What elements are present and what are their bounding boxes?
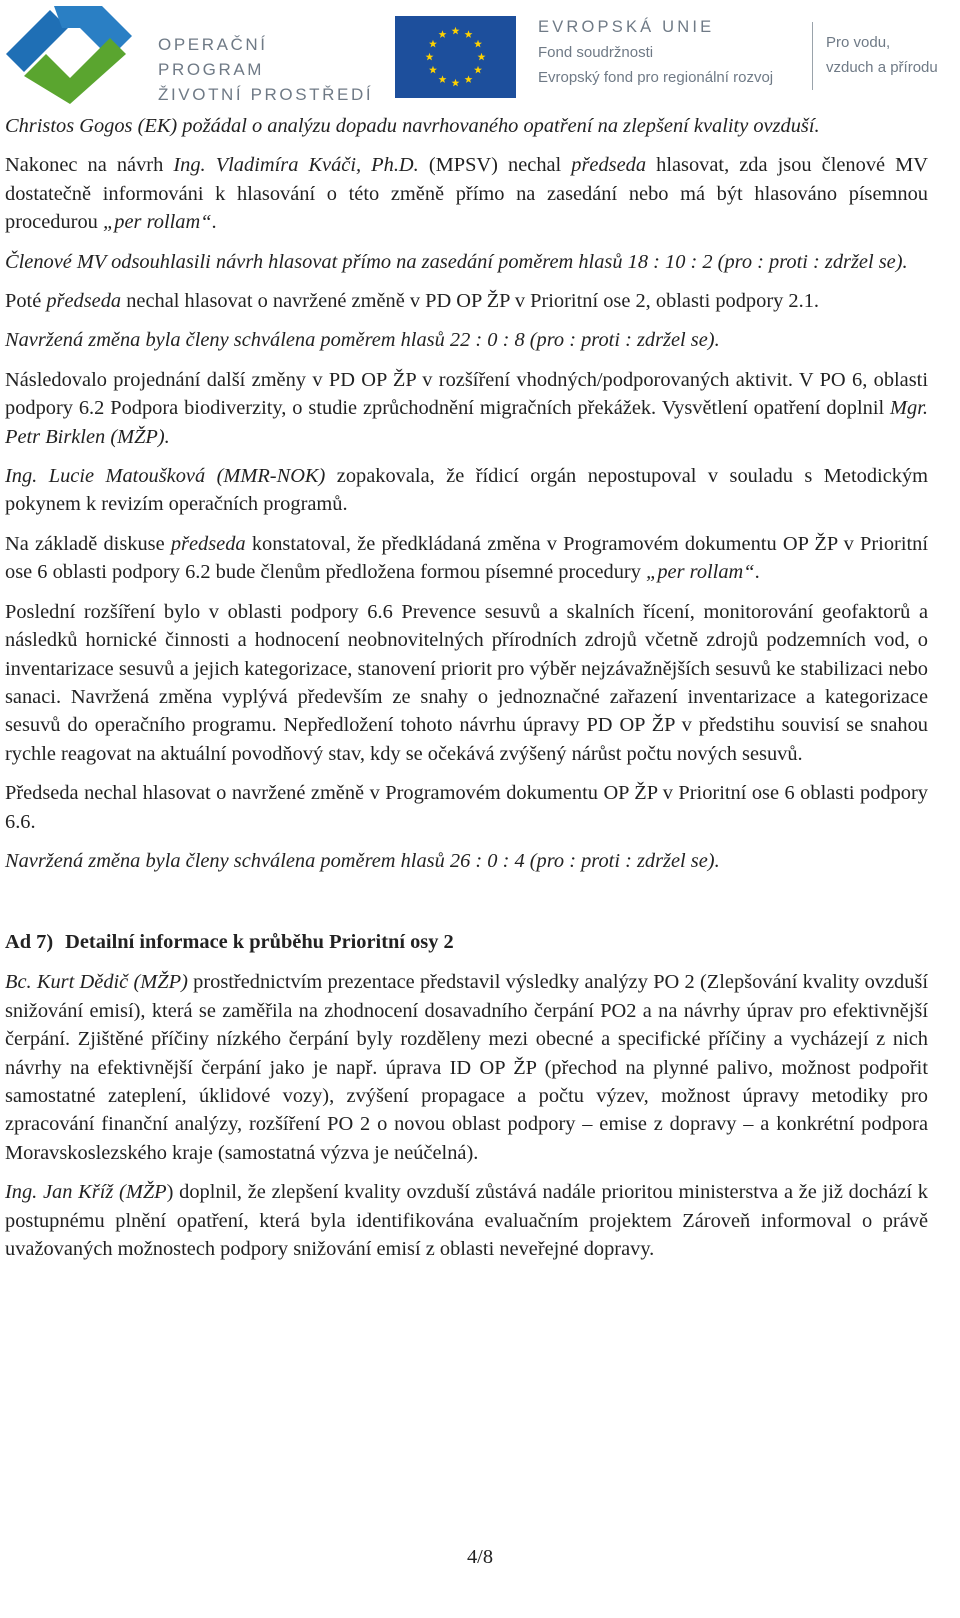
text-run: Bc. Kurt Dědič (MŽP) (5, 971, 188, 994)
text-run: nechal hlasovat o navržené změně v PD OP ŽP v Prioritní ose 2, oblasti podpory 2.1. (121, 290, 819, 313)
paragraph-text: Christos Gogos (EK) požádal o analýzu dopadu navrhovaného opatření na zlepšení kvality ovzduší. (5, 115, 820, 137)
eu-title: EVROPSKÁ UNIE (538, 18, 715, 36)
heading-number: Ad 7) (5, 931, 54, 954)
paragraph (5, 968, 928, 1167)
text-run: předseda (170, 532, 246, 555)
text-run: konstatoval, že předkládaná změna v Programovém dokumentu OP ŽP v Prioritní ose 6 oblasti podpory 6.2 bude členům předložena formou písemné procedury (5, 532, 929, 584)
text-run: Ing. Jan Kříž (MŽP (5, 1181, 167, 1204)
motto-line-2: vzduch a přírodu (826, 59, 938, 76)
text-run: . (211, 211, 217, 234)
paragraph (5, 530, 928, 587)
paragraph-text: Navržená změna byla členy schválena poměrem hlasů 22 : 0 : 8 (pro : proti : zdržel se). (5, 329, 720, 352)
paragraph (5, 326, 928, 354)
text-run: (MPSV) nechal (418, 154, 572, 177)
paragraph-text: Navržená změna byla členy schválena poměrem hlasů 26 : 0 : 4 (pro : proti : zdržel se). (5, 849, 720, 872)
section-heading (5, 928, 928, 956)
text-run: Na základě diskuse (5, 532, 171, 555)
paragraph-text: Členové MV odsouhlasili návrh hlasovat přímo na zasedání poměrem hlasů 18 : 10 : 2 (pro : proti : zdržel se). (5, 250, 908, 273)
header-divider (812, 22, 813, 90)
paragraph (5, 462, 928, 519)
text-run: . (754, 561, 760, 584)
text-run: Mgr. Petr Birklen (MŽP). (5, 397, 928, 448)
motto (826, 30, 960, 80)
opzp-logo-text (158, 32, 378, 107)
document-body (5, 112, 928, 1274)
motto-line-1: Pro vodu, (826, 34, 891, 51)
opzp-line-1: OPERAČNÍ PROGRAM (158, 35, 268, 79)
eu-regional-line: Evropský fond pro regionální rozvoj (538, 69, 774, 86)
text-run: Poté (5, 290, 47, 313)
opzp-logo-icon (6, 6, 134, 104)
paragraph (5, 847, 928, 875)
text-run: prostřednictvím prezentace představil výsledky analýzy PO 2 (Zlepšování kvality ovzduší snižování emisí), která se zaměřila na zhodnocení dosavadního čerpání PO2 a na návrhy úprav pro efektivnější čerpání. Zjištěné příčiny nízkého čerpání byly rozděleny mezi obecné a specifické příčiny a vycházejí z nich návrhy na efektivnější čerpání jako je např. úprava ID OP ŽP (přechod na plynné palivo, možnost podpořit samostatné zateplení, úklidové vozy), zvýšení propagace a počtu výzev, možnost úpravy metodiky pro zpracování finanční analýzy, rozšíření PO 2 o novou oblast podpory – emise z dopravy – a konkrétní podpora Moravskoslezského kraje (samostatná výzva je neúčelná). (5, 971, 928, 1164)
heading-text: Detailní informace k průběhu Prioritní osy 2 (65, 931, 454, 954)
text-run: předseda (46, 290, 122, 313)
text-run: „per rollam“ (102, 211, 212, 234)
paragraph (5, 287, 928, 315)
paragraph (5, 1178, 928, 1263)
paragraph: Předseda nechal hlasovat o navržené změně v Programovém dokumentu OP ŽP v Prioritní ose 6 oblasti podpory 6.6. (5, 782, 928, 833)
text-run: Následovalo projednání další změny v PD OP ŽP v rozšíření vhodných/podporovaných aktivit. V PO 6, oblasti podpory 6.2 Podpora biodiverzity, o studie zprůchodnění migračních překážek. Vysvětlení opatření doplnil (5, 368, 928, 420)
text-run: předseda (571, 154, 647, 177)
text-run: zopakovala, že řídicí orgán nepostupoval v souladu s Metodickým pokynem k revizím operačních programů. (5, 465, 929, 516)
text-run: „per rollam“ (646, 561, 755, 584)
page-number: 4/8 (466, 1546, 494, 1568)
paragraph (5, 366, 928, 451)
eu-flag-icon (395, 16, 516, 98)
page-header (0, 0, 960, 110)
paragraph (5, 248, 928, 276)
text-run: hlasovat, zda jsou členové MV dostatečně informováni k hlasování o této změně přímo na zasedání nebo má být hlasováno písemnou procedurou (5, 154, 928, 234)
text-run: Ing. Vladimíra Kváči, Ph.D. (173, 154, 419, 177)
paragraph (5, 112, 928, 140)
text-run: ) doplnil, že zlepšení kvality ovzduší zůstává nadále prioritou ministerstva a že již dochází k postupnému plnění opatření, která byla identifikována evaluačním projektem Zároveň informoval o právě uvažovaných možnostech podpory snižování emisí z oblasti neveřejné dopravy. (5, 1181, 928, 1260)
paragraph (5, 151, 928, 236)
text-run: Ing. Lucie Matoušková (MMR-NOK) (5, 465, 326, 488)
eu-fund-line: Fond soudržnosti (538, 44, 654, 61)
eu-logo-text (538, 14, 808, 90)
text-run: Nakonec na návrh (5, 154, 174, 177)
opzp-line-2: ŽIVOTNÍ PROSTŘEDÍ (158, 85, 374, 104)
paragraph: Poslední rozšíření bylo v oblasti podpory 6.6 Prevence sesuvů a skalních řícení, monitorování geofaktorů a následků hornické činnosti a hodnocení neobnovitelných přírodních zdrojů včetně zdrojů podzemních vod, o inventarizace sesuvů a jejich kategorizace, stanovení priorit pro výběr nejzávažnějších sesuvů ke stabilizaci nebo sanaci. Navržená změna vyplývá především ze snahy o jednoznačné zařazení inventarizace a kategorizace sesuvů do operačního programu. Nepředložení tohoto návrhu úpravy PD OP ŽP v předstihu souvisí se snahou rychle reagovat na aktuální povodňový stav, kdy se očekává zvýšený nárůst počtu nových sesuvů. (5, 600, 928, 765)
